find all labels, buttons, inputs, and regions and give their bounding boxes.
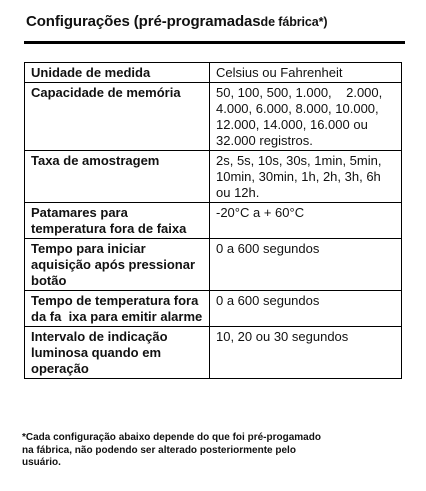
row-value: -20°C a + 60°C (210, 203, 402, 239)
row-label: Patamares para temperatura fora de faixa (25, 203, 210, 239)
row-value: 50, 100, 500, 1.000, 2.000, 4.000, 6.000, 8.000, 10.000, 12.000, 14.000, 16.000 ou 32.000 registros. (210, 83, 402, 151)
table-row (25, 291, 402, 327)
title-main: Configurações (pré-programadas (26, 13, 261, 30)
page-title (26, 13, 327, 30)
table-row (25, 239, 402, 291)
row-label: Tempo para iniciar aquisição após pressionar botão (25, 239, 210, 291)
table-row (25, 203, 402, 239)
table-row (25, 327, 402, 379)
row-label: Taxa de amostragem (25, 151, 210, 203)
row-label: Tempo de temperatura fora da fa ixa para emitir alarme (25, 291, 210, 327)
row-value: 10, 20 ou 30 segundos (210, 327, 402, 379)
row-value: 0 a 600 segundos (210, 291, 402, 327)
table-row (25, 83, 402, 151)
row-label: Unidade de medida (25, 63, 210, 83)
table-row (25, 63, 402, 83)
footnote: *Cada configuração abaixo depende do que foi pré-progamado na fábrica, não podendo ser alterado posteriormente pelo usuário. (22, 432, 321, 468)
row-value: 0 a 600 segundos (210, 239, 402, 291)
table-row (25, 151, 402, 203)
settings-table (24, 62, 402, 379)
title-suffix: de fábrica*) (260, 15, 328, 29)
title-underline (24, 41, 405, 44)
row-label: Capacidade de memória (25, 83, 210, 151)
row-value: Celsius ou Fahrenheit (210, 63, 402, 83)
row-label: Intervalo de indicação luminosa quando em operação (25, 327, 210, 379)
row-value: 2s, 5s, 10s, 30s, 1min, 5min, 10min, 30min, 1h, 2h, 3h, 6h ou 12h. (210, 151, 402, 203)
